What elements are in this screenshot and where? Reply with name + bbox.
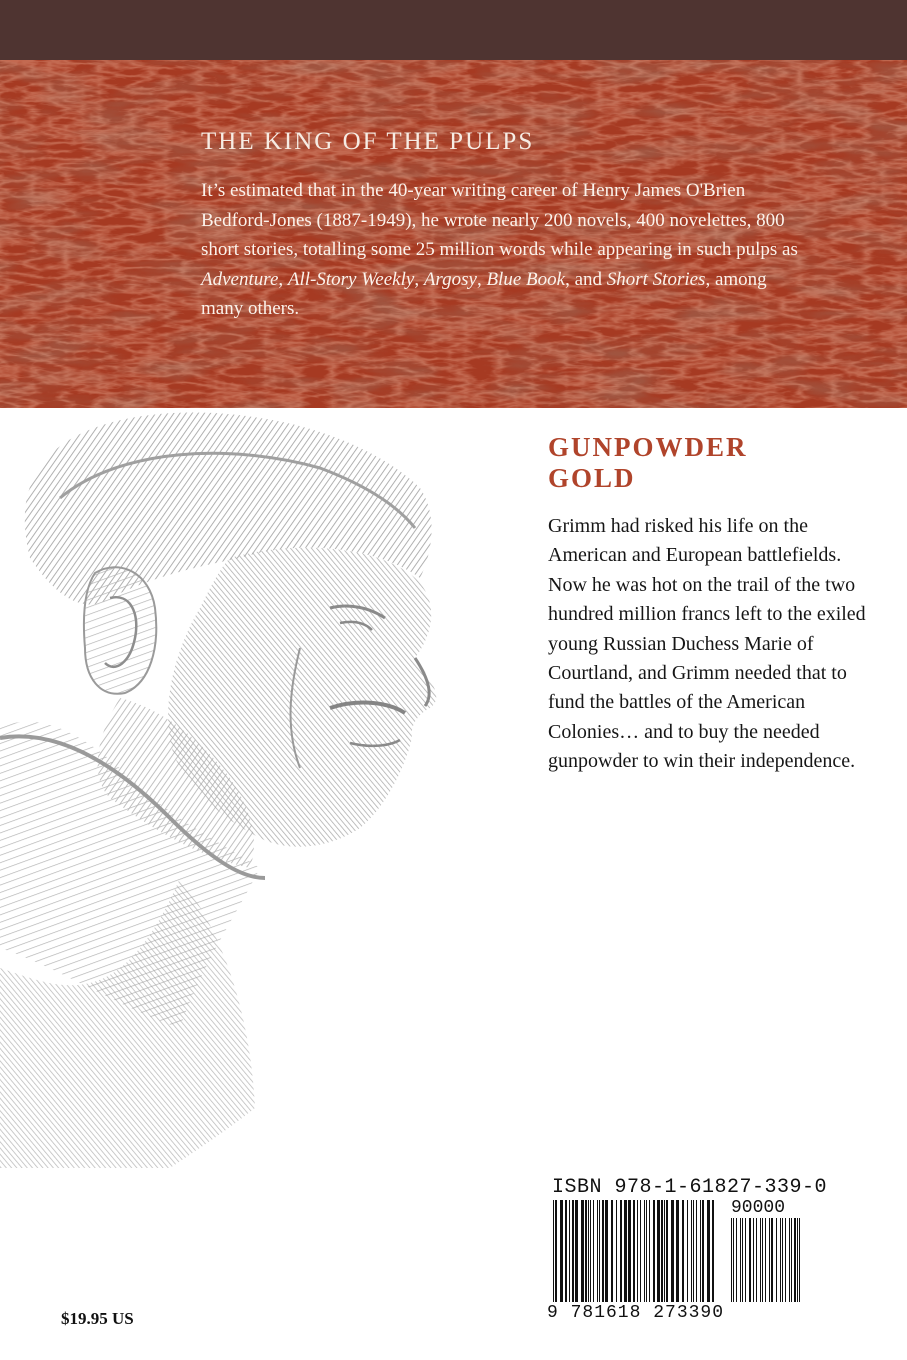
tagline-heading: THE KING OF THE PULPS xyxy=(201,128,535,155)
addon-barcode-icon xyxy=(731,1218,803,1302)
barcode-bar xyxy=(572,1200,574,1302)
blurb-separator: , and xyxy=(565,268,607,290)
barcode-bar xyxy=(682,1200,684,1302)
barcode-bar xyxy=(599,1200,600,1302)
barcode-bar xyxy=(702,1200,704,1302)
barcode-bar xyxy=(676,1200,679,1302)
pulp-title-argosy: Argosy xyxy=(423,268,477,290)
barcode-bar xyxy=(657,1200,660,1302)
barcode-bar xyxy=(797,1218,798,1302)
barcode-bar xyxy=(646,1200,647,1302)
blurb-separator: , xyxy=(476,268,487,290)
barcode-bar xyxy=(653,1200,655,1302)
barcode-bar xyxy=(588,1200,589,1302)
barcode-bar xyxy=(799,1218,800,1302)
barcode-bar xyxy=(555,1200,557,1302)
book-title xyxy=(548,432,848,494)
book-description: Grimm had risked his life on the American and European battlefields. Now he was hot on the trail of the two hundred million francs left to the exiled young Russian Duchess Marie of Courtland, and Grimm needed that to fund the battles of the American Colonies… and to buy the needed gunpowder to win their independence. xyxy=(548,515,866,773)
barcode-bar xyxy=(762,1218,763,1302)
barcode-bar xyxy=(644,1200,645,1302)
price-addon-code: 90000 xyxy=(731,1198,786,1218)
barcode-bar xyxy=(760,1218,761,1302)
barcode-bar xyxy=(637,1200,638,1302)
barcode-bar xyxy=(700,1200,701,1302)
barcode-bar xyxy=(553,1200,554,1302)
barcode-bar xyxy=(633,1200,635,1302)
top-border-bar xyxy=(0,0,907,60)
barcode-bar xyxy=(560,1200,563,1302)
barcode-bar xyxy=(776,1218,777,1302)
barcode-bar xyxy=(691,1200,692,1302)
barcode-bar xyxy=(745,1218,746,1302)
barcode-bar xyxy=(590,1200,591,1302)
barcode-bar xyxy=(765,1218,766,1302)
author-blurb xyxy=(201,176,801,324)
blurb-text-end: , among many others. xyxy=(201,268,767,319)
barcode-bar xyxy=(696,1200,697,1302)
blurb-text: It’s estimated that in the 40-year writing career of Henry James O'Brien Bedford-Jones (1887-1949), he wrote nearly 200 novels, 400 novelettes, 800 short stories, totalling some 25 million words while appearing in such pulps as xyxy=(201,180,798,260)
barcode-bar xyxy=(640,1200,641,1302)
barcode-bar xyxy=(780,1218,781,1302)
barcode-bar xyxy=(756,1218,757,1302)
barcode-bar xyxy=(671,1200,674,1302)
barcode-bar xyxy=(753,1218,754,1302)
isbn-number: ISBN 978-1-61827-339-0 xyxy=(552,1176,828,1199)
barcode-bar xyxy=(597,1200,598,1302)
barcode-bar xyxy=(585,1200,587,1302)
pulp-title-blue-book: Blue Book xyxy=(486,268,566,290)
barcode-bar xyxy=(789,1218,790,1302)
pulp-title-short-stories: Short Stories xyxy=(606,268,706,290)
barcode-bar xyxy=(664,1200,665,1302)
barcode-bar xyxy=(661,1200,663,1302)
barcode-bar xyxy=(602,1200,604,1302)
barcode-bar xyxy=(616,1200,617,1302)
barcode-bar xyxy=(575,1200,578,1302)
barcode-bar xyxy=(620,1200,622,1302)
barcode-bar xyxy=(707,1200,710,1302)
barcode-bar xyxy=(628,1200,631,1302)
blurb-separator: , xyxy=(414,268,424,290)
barcode-bar xyxy=(785,1218,786,1302)
barcode-bar xyxy=(749,1218,751,1302)
author-portrait-icon xyxy=(0,408,520,1168)
pulp-title-adventure: Adventure xyxy=(201,268,279,290)
book-title-line-1: GUNPOWDER xyxy=(548,432,748,462)
barcode-bar xyxy=(771,1218,773,1302)
book-title-line-2: GOLD xyxy=(548,463,636,493)
barcode-bar xyxy=(693,1200,694,1302)
barcode-bar xyxy=(569,1200,570,1302)
barcode-bar xyxy=(666,1200,668,1302)
barcode-bar xyxy=(742,1218,743,1302)
blurb-separator: , xyxy=(278,268,288,290)
barcode-bar xyxy=(733,1218,734,1302)
barcode-bar xyxy=(769,1218,770,1302)
barcode-bar xyxy=(565,1200,567,1302)
isbn-barcode-icon xyxy=(553,1200,715,1302)
price-label: $19.95 US xyxy=(61,1309,134,1328)
barcode-bar xyxy=(791,1218,792,1302)
barcode-bar xyxy=(581,1200,584,1302)
ean-digits: 9 781618 273390 xyxy=(547,1303,725,1323)
barcode-bar xyxy=(605,1200,608,1302)
barcode-bar xyxy=(687,1200,688,1302)
barcode-bar xyxy=(611,1200,613,1302)
barcode-bar xyxy=(736,1218,737,1302)
barcode-bar xyxy=(740,1218,741,1302)
barcode-bar xyxy=(593,1200,594,1302)
barcode-bar xyxy=(794,1218,796,1302)
barcode-bar xyxy=(649,1200,650,1302)
barcode-bar xyxy=(624,1200,627,1302)
barcode-bar xyxy=(782,1218,783,1302)
barcode-bar xyxy=(731,1218,732,1302)
barcode-bar xyxy=(712,1200,714,1302)
pulp-title-all-story-weekly: All-Story Weekly xyxy=(287,268,415,290)
